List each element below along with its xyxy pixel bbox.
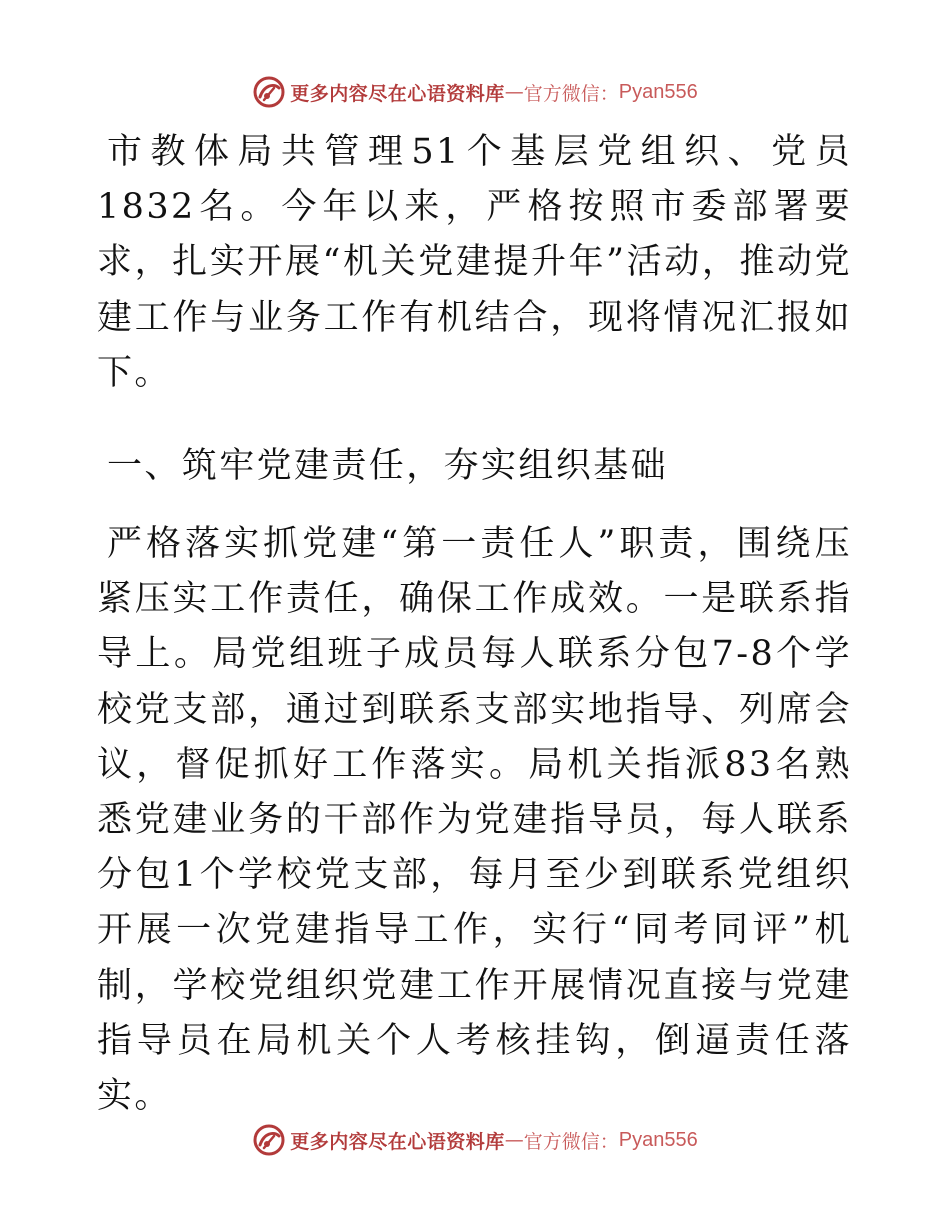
document-body [97,125,852,1124]
footer-watermark-banner [0,1120,950,1160]
header-watermark-banner [0,72,950,112]
banner-wechat-id: Pyan556 [618,80,698,103]
banner-wechat-label: 官方微信： [523,1130,619,1153]
banner-main-text: 更多内容尽在心语资料库 [290,82,505,105]
red-swirl-logo-icon [252,75,286,109]
banner-wechat-id: Pyan556 [618,1128,698,1151]
section-1-heading: 一、筑牢党建责任，夯实组织基础 [107,446,669,487]
banner-dash: — [504,81,524,103]
banner-dash: — [504,1129,524,1151]
intro-paragraph: 市教体局共管理51个基层党组织、党员1832名。今年以来，严格按照市委部署要求，扎实开展“机关党建提升年”活动，推动党建工作与业务工作有机结合，现将情况汇报如下。 [97,132,852,393]
red-swirl-logo-icon [252,1123,286,1157]
banner-wechat-label: 官方微信： [523,82,619,105]
banner-main-text: 更多内容尽在心语资料库 [290,1130,505,1153]
section-1-paragraph: 严格落实抓党建“第一责任人”职责，围绕压紧压实工作责任，确保工作成效。一是联系指导上。局党组班子成员每人联系分包7-8个学校党支部，通过到联系支部实地指导、列席会议，督促抓好工作落实。局机关指派83名熟悉党建业务的干部作为党建指导员，每人联系分包1个学校党支部，每月至少到联系党组织开展一次党建指导工作，实行“同考同评”机制，学校党组织党建工作开展情况直接与党建指导员在局机关个人考核挂钩，倒逼责任落实。 [97,524,852,1117]
